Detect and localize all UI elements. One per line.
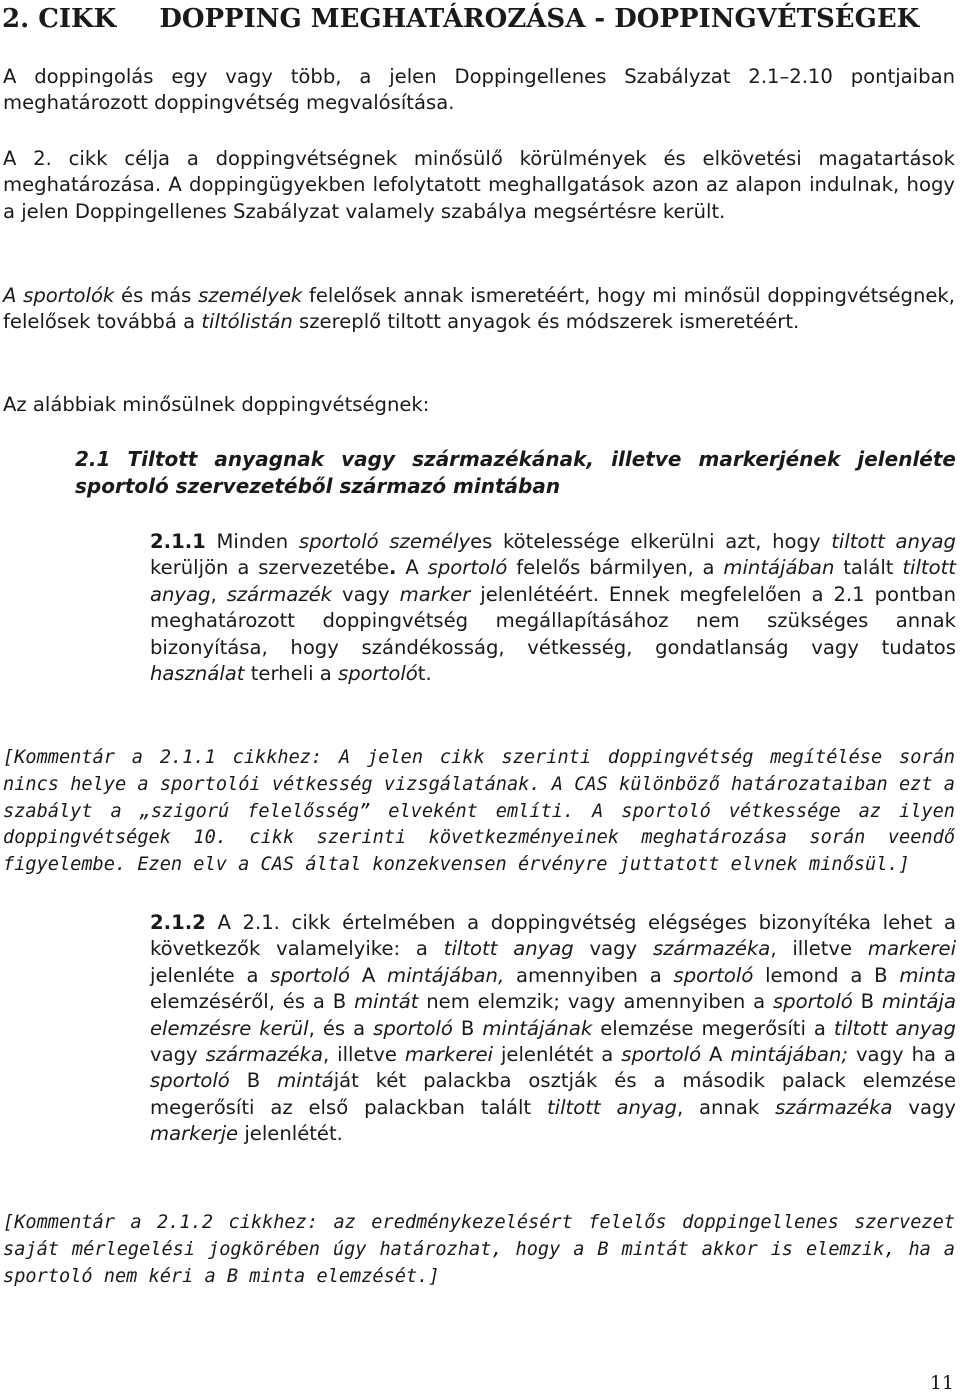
text-segment: tiltott anyag: [831, 530, 956, 553]
text-segment: használat: [150, 662, 245, 686]
text-tiltolistan: tiltólistán: [201, 310, 293, 334]
text-segment: jelenlétét a: [492, 1043, 622, 1067]
intro-paragraph-1: A doppingolás egy vagy több, a jelen Doppingellenes Szabályzat 2.1–2.10 pontjaiban meghatározott doppingvétség megvalósítása.: [3, 65, 955, 115]
text-segment: sportoló: [338, 662, 418, 686]
text-segment: markerje: [150, 1122, 239, 1146]
text-segment: A: [350, 963, 388, 987]
text-segment: Minden: [205, 530, 299, 553]
text-segment: , illetve: [322, 1043, 405, 1067]
text-segment: vagy: [332, 582, 400, 606]
text-segment: származéka: [205, 1043, 323, 1067]
text-segment: jelenlétéért. Ennek megfelelően a 2.1 pontban meghatározott doppingvétség megállapításához nem szükséges annak bizonyítása, hogy szándékosság, vétkesség, gondatlanság vagy tudatos: [150, 582, 956, 659]
text-segment: mintájában,: [387, 963, 505, 987]
text-segment: marker: [399, 582, 471, 606]
text-segment: markerei: [404, 1043, 493, 1067]
text-segment: származéka: [775, 1095, 893, 1119]
text-segment: sportoló: [373, 1016, 453, 1040]
text-segment: mintájában;: [730, 1043, 848, 1067]
text-segment: .: [389, 556, 397, 580]
text-segment: nem elemzik; vagy amennyiben a: [418, 990, 773, 1014]
text-segment: vagy ha a: [847, 1043, 956, 1067]
comment-2-1-1: [Kommentár a 2.1.1 cikkhez: A jelen cikk szerinti doppingvétség megítélése során nincs helye a sportolói vétkesség vizsgálatának. A CAS különböző határozataiban ezt a szabályt a „szigorú felelősség” elveként említi. A sportoló vétkessége az ilyen doppingvétségek 10. cikk szerinti következményeinek meghatározása során veendő figyelembe. Ezen elv a CAS által konzekvensen érvényre juttatott elvnek minősül.]: [3, 747, 955, 876]
text-segment: talált: [834, 556, 903, 580]
text-segment: mintát: [354, 990, 419, 1014]
article-2-1-1: [150, 529, 956, 687]
page-number: 11: [929, 1372, 954, 1394]
text-segment: tiltott anyag: [833, 1016, 956, 1040]
text-segment: mintá: [277, 1069, 334, 1093]
text-segment: származék: [226, 582, 333, 606]
article-2-1-2: [150, 910, 956, 1148]
article-2-1-2-number: 2.1.2: [150, 911, 206, 934]
text-segment: származéka: [652, 937, 771, 961]
text-segment: jelenléte a: [150, 963, 271, 987]
text-segment: tiltott anyag: [443, 937, 574, 961]
comment-2-1-2: [Kommentár a 2.1.2 cikkhez: az eredménykezelésért felelős doppingellenes szervezet saját mérlegelési jogkörében úgy határozhat, hogy a B mintát akkor is elemzik, ha a sportoló nem kéri a B minta elemzését.]: [3, 1212, 955, 1287]
text-segment: elemzéséről, és a B: [150, 990, 355, 1014]
text-segment: tiltott anyag: [546, 1095, 677, 1119]
text-segment: vagy: [892, 1095, 956, 1119]
text-segment: mintájában: [723, 556, 835, 580]
text-segment: B: [452, 1016, 483, 1040]
text-segment: ját két palackba osztják és a második palack elemzése megerősíti az első palackban talált: [150, 1069, 957, 1119]
text-segment: kerüljön a szervezetébe: [150, 556, 390, 580]
text-segment: jelenlétét.: [238, 1122, 343, 1146]
text-segment: elemzése megerősíti a: [592, 1016, 834, 1040]
text-segment: sportoló: [150, 1069, 230, 1093]
article-2-1-1-number: 2.1.1: [150, 530, 206, 553]
text-segment: lemond a B: [753, 963, 900, 987]
text-segment: mintája elemzésre kerül: [150, 990, 957, 1040]
article-title: DOPPING MEGHATÁROZÁSA - DOPPINGVÉTSÉGEK: [159, 4, 920, 34]
text-segment: ,: [210, 582, 227, 606]
text-segment: sportoló: [427, 556, 508, 580]
intro-paragraph-4: Az alábbiak minősülnek doppingvétségnek:: [3, 393, 430, 416]
text-segment: A: [701, 1043, 731, 1067]
text-segment: és más: [114, 284, 199, 307]
text-segment: sportoló: [673, 963, 754, 987]
intro-paragraph-2: A 2. cikk célja a doppingvétségnek minősülő körülmények és elkövetési magatartások meghatározása. A doppingügyekben lefolytatott meghallgatások azon az alapon indulnak, hogy a jelen Doppingellenes Szabályzat valamely szabálya megsértésre került.: [3, 147, 955, 223]
text-segment: amennyiben a: [504, 963, 674, 987]
text-segment: minta: [899, 963, 956, 987]
text-segment: mintájának: [482, 1016, 593, 1040]
text-segment: A 2.1. cikk értelmében a doppingvétség elégséges bizonyítéka lehet a következők valamelyike: a: [150, 911, 956, 961]
text-segment: , annak: [676, 1095, 776, 1119]
intro-paragraph-3: [3, 283, 955, 336]
text-segment: sportoló személy: [298, 530, 471, 553]
text-segment: B: [229, 1069, 278, 1093]
text-segment: , illetve: [770, 937, 868, 961]
text-segment: sportoló: [772, 990, 853, 1014]
article-number: 2. CIKK: [2, 4, 117, 34]
text-segment: terheli a: [244, 662, 338, 686]
text-segment: A: [396, 556, 428, 580]
text-segment: sportoló: [270, 963, 351, 987]
text-segment: felelősek annak ismeretéért, hogy mi minősül doppingvétségnek, felelősek továbbá a: [3, 284, 956, 334]
text-sportolok: A sportolók: [3, 284, 115, 307]
article-heading: [2, 2, 919, 36]
text-segment: es kötelessége elkerülni azt, hogy: [470, 530, 832, 553]
text-segment: vagy: [150, 1043, 206, 1067]
text-segment: vagy: [573, 937, 653, 961]
text-segment: , és a: [308, 1016, 374, 1040]
text-segment: felelős bármilyen, a: [507, 556, 724, 580]
text-szemelyek: személyek: [198, 284, 303, 307]
text-segment: B: [852, 990, 882, 1014]
section-2-1-heading: 2.1 Tiltott anyagnak vagy származékának, illetve markerjének jelenléte sportoló szervezetéből származó mintában: [75, 447, 956, 498]
text-segment: markerei: [867, 937, 957, 961]
text-segment: szereplő tiltott anyagok és módszerek ismeretéért.: [292, 310, 800, 334]
text-segment: sportoló: [621, 1043, 702, 1067]
text-segment: tiltott anyag: [150, 556, 956, 606]
text-segment: t.: [417, 662, 432, 686]
